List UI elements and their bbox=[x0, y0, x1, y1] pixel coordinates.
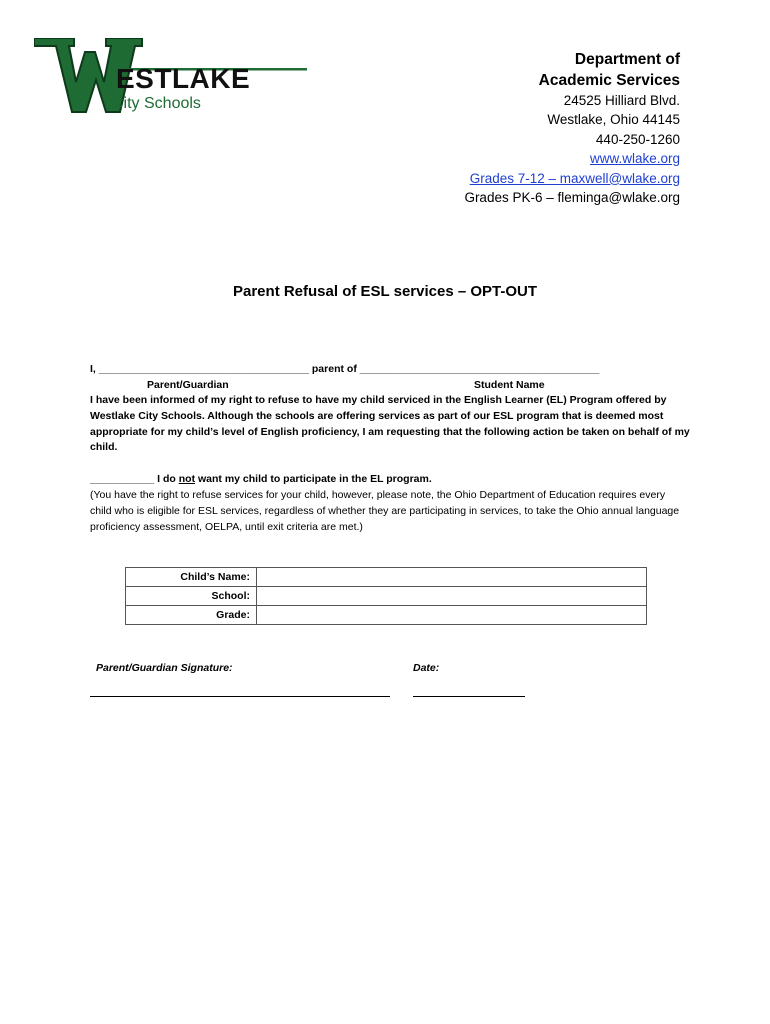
informed-paragraph: I have been informed of my right to refuse to have my child serviced in the English Learner (EL) Program offered by Westlake City Schools. Although the schools are offering services as part of our ESL program that is deemed most appropriate for my child’s level of English proficiency, I am requesting that the following action be taken on behalf of my child. bbox=[90, 394, 690, 454]
contact-grades-7-12-link[interactable]: Grades 7-12 – maxwell@wlake.org bbox=[469, 170, 680, 186]
optout-post: want my child to participate in the EL program. bbox=[195, 473, 432, 485]
westlake-w-logo-icon bbox=[34, 38, 310, 114]
westlake-logo bbox=[34, 38, 310, 114]
address-street: 24525 Hilliard Blvd. bbox=[563, 93, 680, 108]
signature-line[interactable] bbox=[90, 695, 390, 697]
dept-line-2: Academic Services bbox=[538, 72, 680, 89]
childs-name-field[interactable] bbox=[257, 568, 647, 587]
optout-statement bbox=[90, 472, 690, 488]
optout-blank: ___________ bbox=[90, 473, 155, 485]
school-field[interactable] bbox=[257, 587, 647, 606]
website-link[interactable]: www.wlake.org bbox=[589, 151, 680, 167]
contact-grades-pk-6: Grades PK-6 – fleminga@wlake.org bbox=[464, 190, 680, 206]
table-row bbox=[126, 606, 647, 625]
address-city: Westlake, Ohio 44145 bbox=[547, 112, 680, 128]
optout-pre: I do bbox=[154, 473, 179, 485]
child-info-table bbox=[125, 567, 647, 625]
childs-name-label: Child’s Name: bbox=[126, 568, 257, 587]
logo-subtitle: City Schools bbox=[112, 95, 201, 112]
parent-student-line: I, ____________________________________ parent of _________________________________________ bbox=[90, 363, 600, 375]
department-header bbox=[464, 49, 680, 207]
date-line[interactable] bbox=[413, 695, 525, 697]
page-title: Parent Refusal of ESL services – OPT-OUT bbox=[233, 283, 537, 300]
school-label: School: bbox=[126, 587, 257, 606]
table-row bbox=[126, 568, 647, 587]
grade-label: Grade: bbox=[126, 606, 257, 625]
optout-not: not bbox=[178, 473, 196, 485]
grade-field[interactable] bbox=[257, 606, 647, 625]
dept-line-1: Department of bbox=[574, 51, 680, 68]
table-row bbox=[126, 587, 647, 606]
parent-guardian-label: Parent/Guardian bbox=[147, 379, 229, 391]
line-labels bbox=[90, 378, 690, 394]
logo-wordmark: ESTLAKE bbox=[116, 63, 251, 94]
date-label: Date: bbox=[413, 662, 440, 674]
rights-note-paragraph: (You have the right to refuse services for your child, however, please note, the Ohio Department of Education requires every child who is eligible for ESL services, regardless of whether they are participating in services, to take the Ohio annual language proficiency assessment, OELPA, until exit criteria are met.) bbox=[90, 489, 680, 533]
student-name-label: Student Name bbox=[474, 379, 545, 391]
phone-number: 440-250-1260 bbox=[595, 131, 680, 147]
signature-label: Parent/Guardian Signature: bbox=[96, 662, 233, 674]
